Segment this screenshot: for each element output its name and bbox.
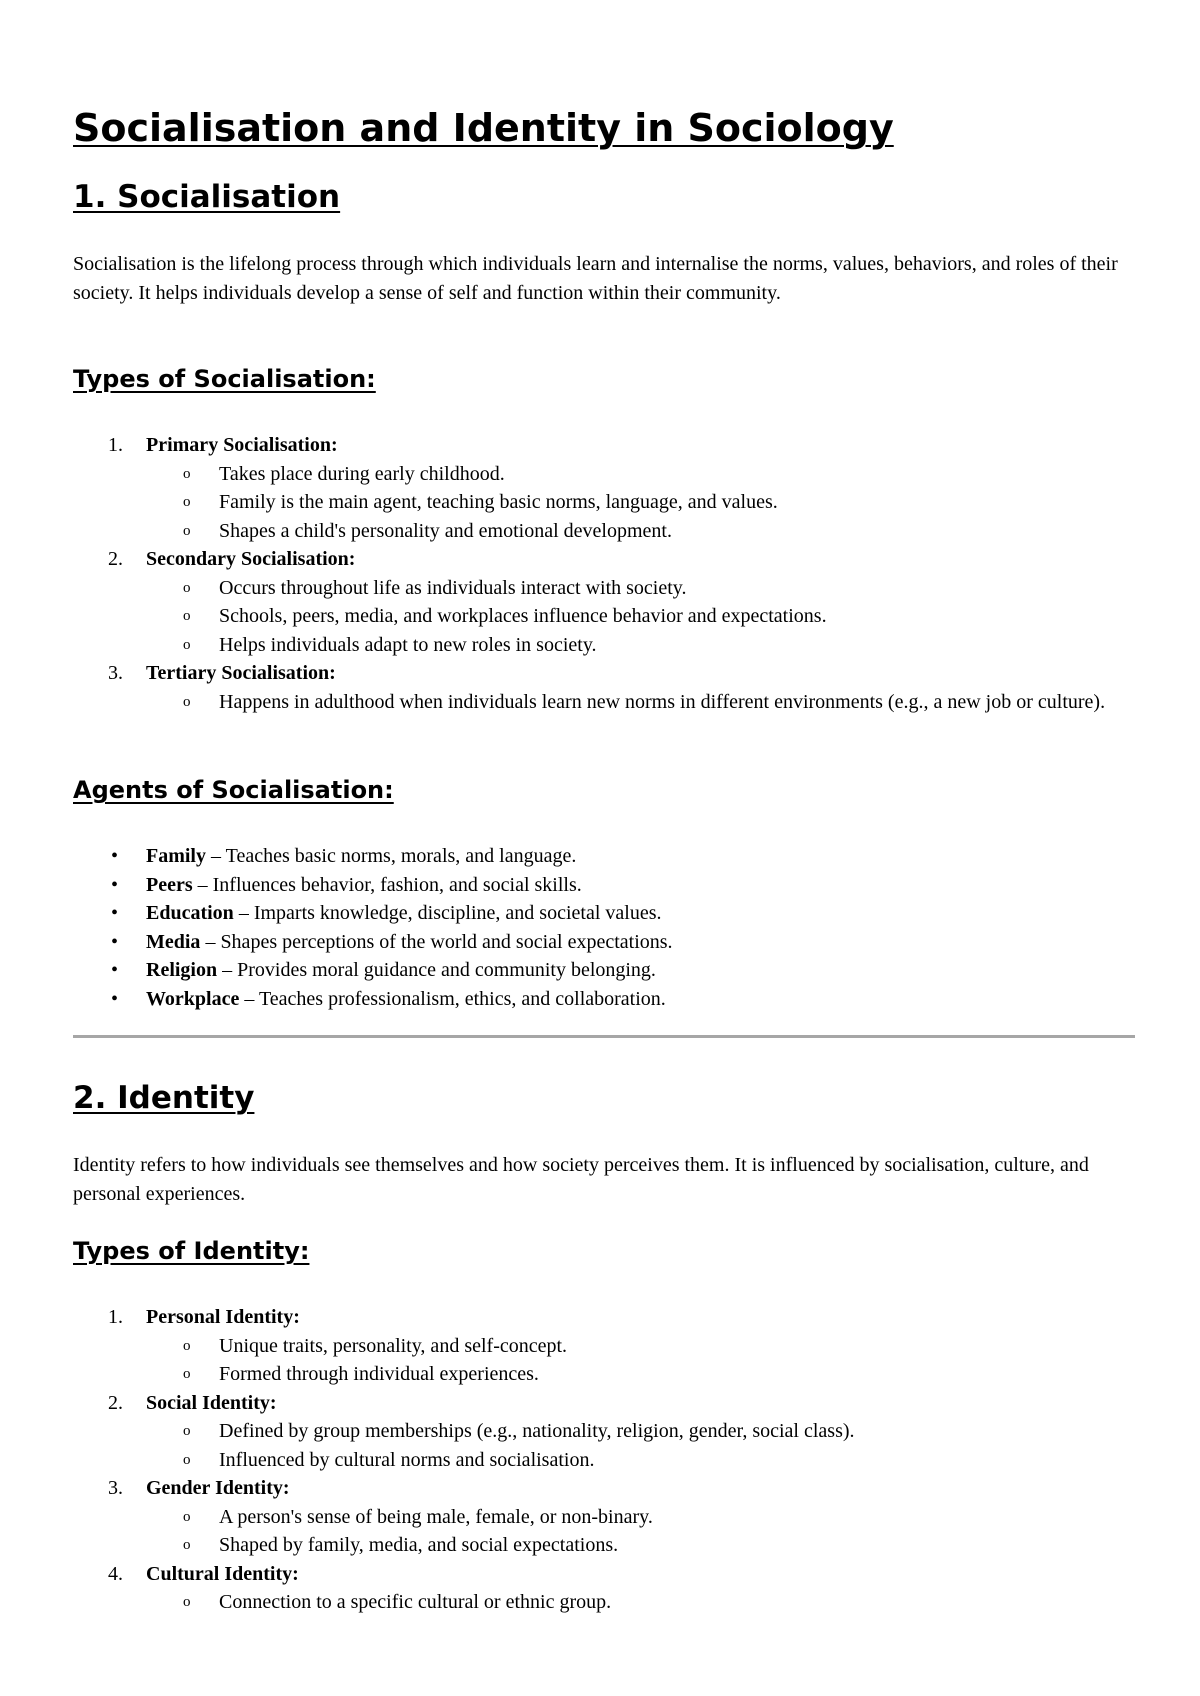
sub-bullet: o (183, 1537, 191, 1553)
sub-bullet: o (183, 1423, 191, 1439)
sub-bullet: o (183, 465, 191, 482)
sub-list-item (146, 460, 1140, 489)
list-item (73, 1560, 1140, 1617)
agent-description: – Teaches basic norms, morals, and language. (206, 845, 577, 867)
agents-list-block (73, 842, 1140, 1013)
sub-list-item (146, 602, 1140, 631)
horizontal-divider (73, 1035, 1135, 1038)
types-of-identity-heading: Types of Identity: (73, 1237, 310, 1265)
sub-list-item (146, 1531, 1140, 1560)
socialisation-intro-block (73, 250, 1140, 307)
list-item (73, 431, 1140, 545)
sub-list-item (146, 517, 1140, 546)
sub-list (146, 460, 1140, 546)
sub-list-text: Shaped by family, media, and social expectations. (219, 1534, 619, 1556)
types-of-identity-heading-block (73, 1238, 1140, 1264)
sub-bullet: o (183, 1451, 191, 1468)
list-item (73, 1303, 1140, 1389)
list-number: 1. (108, 434, 123, 456)
agent-description: – Shapes perceptions of the world and social expectations. (200, 930, 673, 953)
sub-list (146, 1417, 1140, 1474)
sub-bullet: o (183, 1508, 191, 1525)
sub-list-text: Unique traits, personality, and self-concept. (219, 1334, 568, 1357)
types-of-identity-list-block (73, 1303, 1140, 1617)
sub-list-item (146, 688, 1140, 717)
agent-name: Education (146, 902, 234, 924)
agent-name: Religion (146, 959, 218, 981)
sub-bullet: o (183, 579, 191, 596)
sub-bullet: o (183, 1366, 191, 1382)
sub-bullet: o (183, 522, 191, 539)
identity-intro: Identity refers to how individuals see themselves and how society perceives them. It is influenced by socialisation, culture, and personal experiences. (73, 1154, 1089, 1205)
sub-bullet: o (183, 1337, 191, 1354)
types-of-socialisation-heading-block (73, 366, 1140, 392)
sub-list-text: Formed through individual experiences. (219, 1363, 539, 1385)
list-item (73, 899, 1140, 928)
list-item (73, 871, 1140, 900)
list-item (73, 842, 1140, 871)
sub-bullet: o (183, 1594, 191, 1610)
bullet: • (111, 873, 119, 896)
types-of-socialisation-heading: Types of Socialisation: (73, 365, 376, 393)
sub-list-text: Family is the main agent, teaching basic norms, language, and values. (219, 491, 778, 513)
sub-bullet: o (183, 608, 191, 624)
list-item-label: Social Identity: (146, 1391, 277, 1414)
document-title-block (73, 108, 1140, 150)
list-item (73, 985, 1140, 1014)
list-item (73, 956, 1140, 985)
sub-list-text: Influenced by cultural norms and socialisation. (219, 1448, 595, 1471)
sub-list-text: Shapes a child's personality and emotional development. (219, 519, 672, 542)
bullet: • (111, 902, 119, 924)
sub-list (146, 1588, 1140, 1617)
sub-bullet: o (183, 693, 191, 710)
list-item (73, 545, 1140, 659)
list-item (73, 1389, 1140, 1475)
list-number: 4. (108, 1562, 123, 1585)
socialisation-intro: Socialisation is the lifelong process through which individuals learn and internalise the norms, values, behaviors, and roles of their society. It helps individuals develop a sense of self and function within their community. (73, 253, 1118, 304)
section-heading-socialisation: 1. Socialisation (73, 179, 341, 215)
sub-list-text: Takes place during early childhood. (219, 462, 505, 485)
sub-list-text: Schools, peers, media, and workplaces influence behavior and expectations. (219, 605, 827, 627)
list-item-label: Secondary Socialisation: (146, 548, 356, 570)
sub-list-text: Defined by group memberships (e.g., nationality, religion, gender, social class). (219, 1420, 855, 1442)
list-number: 1. (108, 1306, 123, 1328)
list-item-label: Personal Identity: (146, 1306, 300, 1328)
list-number: 2. (108, 548, 123, 570)
agent-description: – Influences behavior, fashion, and social skills. (192, 873, 582, 896)
agents-of-socialisation-heading: Agents of Socialisation: (73, 776, 394, 804)
list-item-label: Tertiary Socialisation: (146, 662, 336, 684)
agent-name: Family (146, 845, 206, 867)
document-title: Socialisation and Identity in Sociology (73, 106, 894, 150)
sub-list-item (146, 1417, 1140, 1446)
list-item (73, 928, 1140, 957)
list-number: 3. (108, 662, 123, 684)
bullet: • (111, 987, 119, 1010)
sub-list-item (146, 1360, 1140, 1389)
sub-list (146, 1503, 1140, 1560)
agent-description: – Imparts knowledge, discipline, and societal values. (233, 902, 662, 924)
agent-description: – Provides moral guidance and community belonging. (217, 959, 656, 981)
section-identity-heading-block (73, 1081, 1140, 1115)
list-item-label: Primary Socialisation: (146, 434, 338, 456)
sub-list (146, 688, 1140, 717)
agent-description: – Teaches professionalism, ethics, and collaboration. (239, 987, 666, 1010)
sub-list (146, 574, 1140, 660)
sub-list-text: Helps individuals adapt to new roles in society. (219, 633, 597, 656)
bullet: • (111, 959, 119, 981)
types-of-socialisation-list (73, 431, 1140, 716)
types-of-socialisation-list-block (73, 431, 1140, 716)
sub-list-text: Connection to a specific cultural or ethnic group. (219, 1591, 612, 1613)
section-heading-identity: 2. Identity (73, 1080, 255, 1116)
list-item-label: Gender Identity: (146, 1477, 290, 1499)
types-of-identity-list (73, 1303, 1140, 1617)
agent-name: Media (146, 930, 201, 953)
sub-list (146, 1332, 1140, 1389)
list-number: 2. (108, 1391, 123, 1414)
sub-list-item (146, 1446, 1140, 1475)
sub-list-item (146, 631, 1140, 660)
sub-list-item (146, 1332, 1140, 1361)
sub-list-text: Happens in adulthood when individuals learn new norms in different environments (e.g., a new job or culture). (219, 690, 1106, 713)
identity-intro-block (73, 1151, 1140, 1208)
section-socialisation-heading-block (73, 180, 1140, 214)
sub-list-text: Occurs throughout life as individuals interact with society. (219, 576, 687, 599)
bullet: • (111, 930, 119, 953)
sub-list-item (146, 574, 1140, 603)
list-number: 3. (108, 1477, 123, 1499)
agents-of-socialisation-list (73, 842, 1140, 1013)
sub-list-text: A person's sense of being male, female, or non-binary. (219, 1505, 653, 1528)
list-item (73, 659, 1140, 716)
agents-heading-block (73, 777, 1140, 803)
list-item-label: Cultural Identity: (146, 1562, 299, 1585)
sub-list-item (146, 1503, 1140, 1532)
bullet: • (111, 845, 119, 867)
list-item (73, 1474, 1140, 1560)
sub-list-item (146, 488, 1140, 517)
agent-name: Peers (146, 873, 193, 896)
sub-bullet: o (183, 494, 191, 510)
sub-bullet: o (183, 636, 191, 653)
sub-list-item (146, 1588, 1140, 1617)
agent-name: Workplace (146, 987, 240, 1010)
